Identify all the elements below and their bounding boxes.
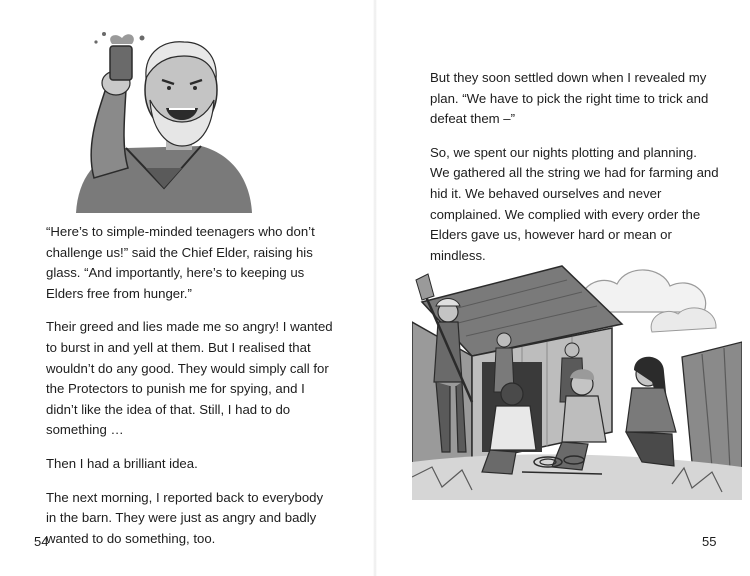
left-page-text xyxy=(46,222,336,562)
paragraph: So, we spent our nights plotting and planning. We gathered all the string we had for farming and hid it. We behaved ourselves and never complained. We complied with every order the Elders gave us, however hard or mean or mindless. xyxy=(430,144,719,263)
paragraph: “Here’s to simple-minded teenagers who don’t challenge us!” said the Chief Elder, raising his glass. “And importantly, here’s to keeping us Elders free from hunger.” xyxy=(46,224,315,301)
page-number-right: 55 xyxy=(702,534,717,549)
right-page xyxy=(375,0,750,576)
chief-elder-illustration xyxy=(66,28,256,213)
page-number-left: 54 xyxy=(34,534,49,549)
paragraph: Then I had a brilliant idea. xyxy=(46,455,198,471)
right-page-text xyxy=(430,68,720,279)
paragraph: The next morning, I reported back to everybody in the barn. They were just as angry and badly wanted to do something, too. xyxy=(46,489,324,546)
paragraph: But they soon settled down when I revealed my plan. “We have to pick the right time to trick and defeat them –” xyxy=(430,70,709,127)
barn-scene-illustration xyxy=(412,262,742,500)
paragraph: Their greed and lies made me so angry! I wanted to burst in and yell at them. But I realised that wouldn’t do any good. They would simply call for the Protectors to punish me for spying, and I didn’t like the idea of that. Still, I had to do something … xyxy=(46,319,333,438)
